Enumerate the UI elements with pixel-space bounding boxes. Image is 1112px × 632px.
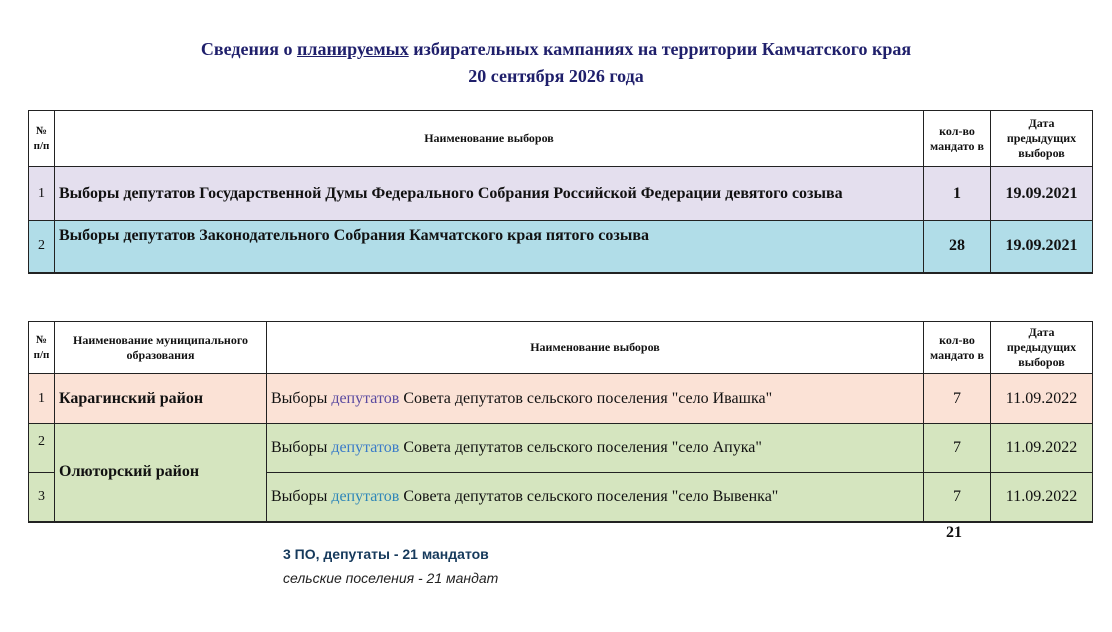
row-num: 3	[29, 473, 55, 522]
header-num: № п/п	[29, 322, 55, 374]
mandates-total: 21	[946, 524, 962, 541]
name-highlight: депутатов	[331, 487, 400, 505]
row-prev-date: 19.09.2021	[991, 167, 1093, 221]
title-underlined-word: планируемых	[296, 39, 409, 59]
row-mandates: 7	[924, 374, 991, 424]
table-row	[29, 424, 1093, 473]
row-election-name	[267, 374, 924, 424]
header-mandates: кол-во мандато в	[924, 322, 991, 374]
row-prev-date: 19.09.2021	[991, 221, 1093, 273]
name-part: Совета депутатов сельского поселения "село Вывенка"	[399, 487, 779, 505]
title-date: 20 сентября 2026 года	[468, 66, 644, 86]
row-num: 2	[29, 221, 55, 273]
header-municipality: Наименование муниципального образования	[55, 322, 267, 374]
row-municipality: Карагинский район	[55, 374, 267, 424]
name-part: Совета депутатов сельского поселения "село Апука"	[399, 439, 762, 456]
table-header-row	[29, 111, 1093, 167]
row-mandates: 7	[924, 473, 991, 522]
header-mandates: кол-во мандато в	[924, 111, 991, 167]
header-election-name: Наименование выборов	[55, 111, 924, 167]
name-highlight: депутатов	[331, 439, 400, 456]
table-row	[29, 374, 1093, 424]
row-municipality: Олюторский район	[55, 424, 267, 522]
federal-regional-elections-table	[28, 110, 1093, 274]
header-election-name: Наименование выборов	[267, 322, 924, 374]
row-election-name: Выборы депутатов Государственной Думы Федерального Собрания Российской Федерации девятого созыва	[55, 167, 924, 221]
table-row	[29, 221, 1093, 273]
title-prefix: Сведения о	[200, 39, 297, 59]
page-title	[0, 36, 1112, 90]
header-num: № п/п	[29, 111, 55, 167]
row-election-name	[267, 424, 924, 473]
row-num: 2	[29, 424, 55, 473]
title-suffix: избирательных кампаниях на территории Камчатского края	[408, 39, 912, 59]
row-prev-date: 11.09.2022	[991, 374, 1093, 424]
row-mandates: 7	[924, 424, 991, 473]
row-prev-date: 11.09.2022	[991, 473, 1093, 522]
summary-note: 3 ПО, депутаты - 21 мандатов	[283, 546, 489, 562]
name-part: Выборы	[271, 487, 332, 505]
name-part: Выборы	[271, 439, 332, 456]
name-highlight: депутатов	[331, 389, 400, 407]
row-election-name	[267, 473, 924, 522]
row-prev-date: 11.09.2022	[991, 424, 1093, 473]
row-mandates: 28	[924, 221, 991, 273]
row-num: 1	[29, 167, 55, 221]
row-election-name: Выборы депутатов Законодательного Собрания Камчатского края пятого созыва	[55, 221, 924, 273]
header-prev-date: Дата предыдущих выборов	[991, 322, 1093, 374]
municipal-elections-table	[28, 321, 1093, 523]
title-line-1	[0, 36, 1112, 63]
table-header-row	[29, 322, 1093, 374]
row-num: 1	[29, 374, 55, 424]
summary-subnote: сельские поселения - 21 мандат	[283, 570, 499, 586]
row-mandates: 1	[924, 167, 991, 221]
header-prev-date: Дата предыдущих выборов	[991, 111, 1093, 167]
table-row	[29, 167, 1093, 221]
name-part: Выборы	[271, 389, 332, 407]
name-part: Совета депутатов сельского поселения "село Ивашка"	[399, 389, 773, 407]
